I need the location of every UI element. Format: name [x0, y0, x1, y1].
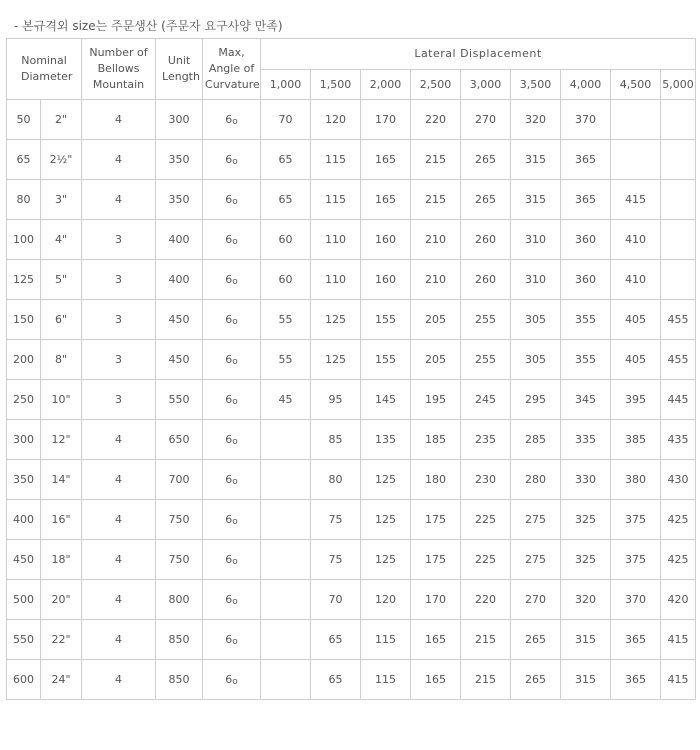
size-note: - 본규격외 size는 주문생산 (주문자 요구사양 만족): [14, 19, 283, 33]
cell-lateral-3: 195: [411, 380, 461, 420]
cell-lateral-8: 435: [661, 420, 696, 460]
cell-diameter-mm: 50: [7, 100, 41, 140]
cell-lateral-6: 315: [561, 620, 611, 660]
cell-diameter-inch: 6": [41, 300, 82, 340]
cell-lateral-8: [661, 140, 696, 180]
cell-lateral-2: 170: [361, 100, 411, 140]
cell-diameter-inch: 22": [41, 620, 82, 660]
cell-lateral-0: 55: [261, 340, 311, 380]
cell-lateral-5: 280: [511, 460, 561, 500]
cell-bellows-mountain: 4: [82, 460, 156, 500]
cell-lateral-7: 405: [611, 340, 661, 380]
cell-lateral-7: [611, 100, 661, 140]
cell-lateral-4: 255: [461, 300, 511, 340]
cell-lateral-2: 155: [361, 340, 411, 380]
degree-mark: o: [232, 516, 238, 527]
cell-max-angle: [203, 260, 261, 300]
cell-diameter-inch: 10": [41, 380, 82, 420]
cell-lateral-4: 225: [461, 540, 511, 580]
cell-lateral-5: 305: [511, 340, 561, 380]
cell-unit-length: 750: [156, 540, 203, 580]
cell-lateral-6: 325: [561, 540, 611, 580]
cell-lateral-0: 65: [261, 180, 311, 220]
cell-diameter-mm: 300: [7, 420, 41, 460]
cell-unit-length: 450: [156, 300, 203, 340]
cell-lateral-5: 275: [511, 500, 561, 540]
cell-lateral-6: 360: [561, 260, 611, 300]
cell-lateral-7: 385: [611, 420, 661, 460]
cell-diameter-inch: 16": [41, 500, 82, 540]
cell-lateral-2: 125: [361, 460, 411, 500]
cell-lateral-5: 315: [511, 140, 561, 180]
cell-lateral-1: 75: [311, 500, 361, 540]
table-row: [7, 220, 696, 260]
cell-lateral-3: 205: [411, 340, 461, 380]
cell-lateral-1: 80: [311, 460, 361, 500]
cell-lateral-7: 365: [611, 620, 661, 660]
cell-max-angle: [203, 140, 261, 180]
cell-lateral-4: 255: [461, 340, 511, 380]
cell-lateral-8: 425: [661, 500, 696, 540]
cell-lateral-5: 270: [511, 580, 561, 620]
header-lateral-6: 4,000: [561, 70, 611, 100]
cell-lateral-4: 215: [461, 620, 511, 660]
cell-lateral-8: 455: [661, 300, 696, 340]
cell-diameter-mm: 250: [7, 380, 41, 420]
header-lateral-displacement: Lateral Displacement: [261, 39, 696, 70]
table-row: [7, 620, 696, 660]
cell-lateral-1: 125: [311, 300, 361, 340]
cell-lateral-0: [261, 620, 311, 660]
cell-lateral-8: 455: [661, 340, 696, 380]
degree-mark: o: [232, 396, 238, 407]
angle-value: 6: [225, 272, 233, 286]
cell-lateral-8: [661, 260, 696, 300]
cell-lateral-7: 365: [611, 660, 661, 700]
cell-lateral-8: 415: [661, 620, 696, 660]
cell-max-angle: [203, 660, 261, 700]
degree-mark: o: [232, 276, 238, 287]
cell-lateral-6: 365: [561, 180, 611, 220]
table-row: [7, 420, 696, 460]
header-lateral-4: 3,000: [461, 70, 511, 100]
cell-max-angle: [203, 540, 261, 580]
cell-lateral-5: 315: [511, 180, 561, 220]
cell-lateral-3: 210: [411, 260, 461, 300]
cell-lateral-8: 420: [661, 580, 696, 620]
cell-lateral-6: 335: [561, 420, 611, 460]
cell-unit-length: 650: [156, 420, 203, 460]
cell-unit-length: 400: [156, 220, 203, 260]
degree-mark: o: [232, 156, 238, 167]
header-lateral-3: 2,500: [411, 70, 461, 100]
cell-lateral-2: 145: [361, 380, 411, 420]
cell-unit-length: 550: [156, 380, 203, 420]
angle-value: 6: [225, 552, 233, 566]
cell-lateral-5: 310: [511, 220, 561, 260]
angle-value: 6: [225, 392, 233, 406]
cell-lateral-1: 65: [311, 620, 361, 660]
cell-lateral-7: 410: [611, 260, 661, 300]
degree-mark: o: [232, 436, 238, 447]
cell-lateral-5: 265: [511, 660, 561, 700]
cell-lateral-0: [261, 580, 311, 620]
cell-lateral-6: 345: [561, 380, 611, 420]
header-lateral-2: 2,000: [361, 70, 411, 100]
cell-lateral-1: 115: [311, 140, 361, 180]
cell-unit-length: 750: [156, 500, 203, 540]
cell-lateral-4: 220: [461, 580, 511, 620]
cell-lateral-4: 230: [461, 460, 511, 500]
cell-lateral-2: 115: [361, 660, 411, 700]
spec-table: [6, 38, 696, 700]
cell-lateral-2: 155: [361, 300, 411, 340]
cell-diameter-mm: 600: [7, 660, 41, 700]
cell-diameter-mm: 150: [7, 300, 41, 340]
cell-lateral-7: 410: [611, 220, 661, 260]
cell-max-angle: [203, 380, 261, 420]
cell-unit-length: 850: [156, 620, 203, 660]
cell-unit-length: 700: [156, 460, 203, 500]
cell-bellows-mountain: 3: [82, 300, 156, 340]
cell-lateral-7: 370: [611, 580, 661, 620]
cell-max-angle: [203, 220, 261, 260]
cell-bellows-mountain: 3: [82, 260, 156, 300]
header-max-angle: Max, Angle of Curvature: [203, 39, 261, 100]
cell-lateral-4: 265: [461, 180, 511, 220]
cell-lateral-3: 210: [411, 220, 461, 260]
cell-diameter-inch: 4": [41, 220, 82, 260]
cell-max-angle: [203, 180, 261, 220]
cell-lateral-0: 65: [261, 140, 311, 180]
degree-mark: o: [232, 116, 238, 127]
cell-lateral-4: 245: [461, 380, 511, 420]
cell-lateral-0: 60: [261, 260, 311, 300]
cell-lateral-1: 110: [311, 220, 361, 260]
cell-lateral-0: 60: [261, 220, 311, 260]
cell-lateral-4: 265: [461, 140, 511, 180]
cell-diameter-inch: 8": [41, 340, 82, 380]
table-row: [7, 540, 696, 580]
cell-lateral-1: 75: [311, 540, 361, 580]
header-lateral-0: 1,000: [261, 70, 311, 100]
cell-diameter-inch: 14": [41, 460, 82, 500]
cell-lateral-3: 185: [411, 420, 461, 460]
cell-max-angle: [203, 460, 261, 500]
degree-mark: o: [232, 676, 238, 687]
angle-value: 6: [225, 672, 233, 686]
cell-lateral-3: 220: [411, 100, 461, 140]
cell-max-angle: [203, 620, 261, 660]
angle-value: 6: [225, 592, 233, 606]
cell-unit-length: 350: [156, 140, 203, 180]
degree-mark: o: [232, 476, 238, 487]
cell-lateral-0: [261, 660, 311, 700]
angle-value: 6: [225, 472, 233, 486]
cell-diameter-inch: 20": [41, 580, 82, 620]
cell-lateral-5: 285: [511, 420, 561, 460]
header-lateral-5: 3,500: [511, 70, 561, 100]
cell-lateral-0: 45: [261, 380, 311, 420]
cell-lateral-4: 260: [461, 220, 511, 260]
cell-lateral-3: 215: [411, 140, 461, 180]
table-row: [7, 300, 696, 340]
cell-lateral-4: 270: [461, 100, 511, 140]
header-nominal-diameter: Nominal Diameter: [7, 39, 82, 100]
cell-lateral-2: 160: [361, 260, 411, 300]
header-lateral-7: 4,500: [611, 70, 661, 100]
angle-value: 6: [225, 112, 233, 126]
header-bellows-mountain: Number of Bellows Mountain: [82, 39, 156, 100]
angle-value: 6: [225, 632, 233, 646]
cell-lateral-3: 170: [411, 580, 461, 620]
cell-lateral-4: 235: [461, 420, 511, 460]
cell-lateral-7: 375: [611, 500, 661, 540]
cell-bellows-mountain: 3: [82, 380, 156, 420]
cell-lateral-7: [611, 140, 661, 180]
cell-lateral-8: [661, 180, 696, 220]
cell-max-angle: [203, 100, 261, 140]
cell-lateral-5: 275: [511, 540, 561, 580]
cell-unit-length: 300: [156, 100, 203, 140]
table-row: [7, 580, 696, 620]
cell-diameter-inch: 24": [41, 660, 82, 700]
cell-diameter-mm: 125: [7, 260, 41, 300]
cell-lateral-3: 165: [411, 660, 461, 700]
cell-lateral-2: 125: [361, 540, 411, 580]
cell-unit-length: 850: [156, 660, 203, 700]
cell-unit-length: 800: [156, 580, 203, 620]
cell-lateral-7: 380: [611, 460, 661, 500]
cell-lateral-1: 120: [311, 100, 361, 140]
cell-diameter-mm: 550: [7, 620, 41, 660]
cell-bellows-mountain: 4: [82, 140, 156, 180]
cell-lateral-3: 215: [411, 180, 461, 220]
cell-diameter-mm: 65: [7, 140, 41, 180]
cell-max-angle: [203, 340, 261, 380]
cell-lateral-3: 180: [411, 460, 461, 500]
cell-max-angle: [203, 300, 261, 340]
cell-lateral-7: 375: [611, 540, 661, 580]
table-row: [7, 140, 696, 180]
table-row: [7, 500, 696, 540]
cell-lateral-5: 310: [511, 260, 561, 300]
degree-mark: o: [232, 596, 238, 607]
cell-lateral-2: 120: [361, 580, 411, 620]
cell-lateral-5: 265: [511, 620, 561, 660]
cell-bellows-mountain: 4: [82, 620, 156, 660]
table-row: [7, 100, 696, 140]
cell-lateral-1: 95: [311, 380, 361, 420]
cell-max-angle: [203, 500, 261, 540]
cell-bellows-mountain: 4: [82, 180, 156, 220]
cell-lateral-7: 415: [611, 180, 661, 220]
cell-diameter-inch: 5": [41, 260, 82, 300]
cell-diameter-mm: 350: [7, 460, 41, 500]
cell-bellows-mountain: 4: [82, 500, 156, 540]
cell-lateral-0: [261, 460, 311, 500]
angle-value: 6: [225, 352, 233, 366]
cell-lateral-1: 70: [311, 580, 361, 620]
degree-mark: o: [232, 556, 238, 567]
cell-lateral-4: 260: [461, 260, 511, 300]
table-row: [7, 180, 696, 220]
cell-lateral-7: 395: [611, 380, 661, 420]
cell-diameter-inch: 2": [41, 100, 82, 140]
cell-max-angle: [203, 580, 261, 620]
cell-lateral-6: 325: [561, 500, 611, 540]
cell-lateral-2: 115: [361, 620, 411, 660]
cell-diameter-mm: 400: [7, 500, 41, 540]
angle-value: 6: [225, 512, 233, 526]
cell-bellows-mountain: 4: [82, 100, 156, 140]
cell-diameter-mm: 80: [7, 180, 41, 220]
cell-lateral-1: 125: [311, 340, 361, 380]
cell-lateral-0: [261, 420, 311, 460]
cell-lateral-2: 125: [361, 500, 411, 540]
cell-unit-length: 400: [156, 260, 203, 300]
cell-lateral-7: 405: [611, 300, 661, 340]
cell-lateral-3: 165: [411, 620, 461, 660]
cell-lateral-6: 315: [561, 660, 611, 700]
degree-mark: o: [232, 196, 238, 207]
cell-lateral-2: 160: [361, 220, 411, 260]
cell-lateral-8: [661, 100, 696, 140]
cell-lateral-0: [261, 540, 311, 580]
angle-value: 6: [225, 192, 233, 206]
cell-bellows-mountain: 3: [82, 340, 156, 380]
cell-lateral-2: 165: [361, 140, 411, 180]
cell-max-angle: [203, 420, 261, 460]
angle-value: 6: [225, 432, 233, 446]
cell-lateral-0: 55: [261, 300, 311, 340]
cell-lateral-4: 215: [461, 660, 511, 700]
cell-bellows-mountain: 4: [82, 540, 156, 580]
cell-diameter-inch: 2½": [41, 140, 82, 180]
angle-value: 6: [225, 312, 233, 326]
table-row: [7, 340, 696, 380]
cell-unit-length: 350: [156, 180, 203, 220]
header-unit-length: Unit Length: [156, 39, 203, 100]
table-row: [7, 260, 696, 300]
table-row: [7, 660, 696, 700]
cell-lateral-1: 115: [311, 180, 361, 220]
degree-mark: o: [232, 636, 238, 647]
cell-lateral-5: 320: [511, 100, 561, 140]
cell-lateral-1: 85: [311, 420, 361, 460]
cell-lateral-8: 430: [661, 460, 696, 500]
cell-bellows-mountain: 3: [82, 220, 156, 260]
cell-diameter-inch: 12": [41, 420, 82, 460]
cell-lateral-0: 70: [261, 100, 311, 140]
cell-lateral-6: 355: [561, 300, 611, 340]
cell-lateral-8: 425: [661, 540, 696, 580]
cell-lateral-6: 365: [561, 140, 611, 180]
cell-bellows-mountain: 4: [82, 660, 156, 700]
cell-diameter-inch: 18": [41, 540, 82, 580]
cell-lateral-1: 65: [311, 660, 361, 700]
cell-lateral-3: 175: [411, 500, 461, 540]
cell-lateral-3: 205: [411, 300, 461, 340]
cell-lateral-6: 355: [561, 340, 611, 380]
degree-mark: o: [232, 356, 238, 367]
cell-lateral-4: 225: [461, 500, 511, 540]
cell-bellows-mountain: 4: [82, 420, 156, 460]
cell-lateral-6: 360: [561, 220, 611, 260]
cell-lateral-3: 175: [411, 540, 461, 580]
cell-lateral-8: 415: [661, 660, 696, 700]
cell-diameter-mm: 450: [7, 540, 41, 580]
degree-mark: o: [232, 316, 238, 327]
header-lateral-1: 1,500: [311, 70, 361, 100]
cell-unit-length: 450: [156, 340, 203, 380]
cell-lateral-0: [261, 500, 311, 540]
cell-lateral-8: 445: [661, 380, 696, 420]
cell-lateral-6: 320: [561, 580, 611, 620]
cell-diameter-inch: 3": [41, 180, 82, 220]
cell-bellows-mountain: 4: [82, 580, 156, 620]
cell-lateral-8: [661, 220, 696, 260]
angle-value: 6: [225, 152, 233, 166]
cell-lateral-2: 135: [361, 420, 411, 460]
cell-diameter-mm: 200: [7, 340, 41, 380]
angle-value: 6: [225, 232, 233, 246]
cell-diameter-mm: 100: [7, 220, 41, 260]
cell-lateral-6: 330: [561, 460, 611, 500]
cell-lateral-5: 295: [511, 380, 561, 420]
table-row: [7, 460, 696, 500]
table-row: [7, 380, 696, 420]
cell-lateral-5: 305: [511, 300, 561, 340]
header-lateral-8: 5,000: [661, 70, 696, 100]
cell-lateral-2: 165: [361, 180, 411, 220]
degree-mark: o: [232, 236, 238, 247]
cell-lateral-6: 370: [561, 100, 611, 140]
cell-diameter-mm: 500: [7, 580, 41, 620]
cell-lateral-1: 110: [311, 260, 361, 300]
